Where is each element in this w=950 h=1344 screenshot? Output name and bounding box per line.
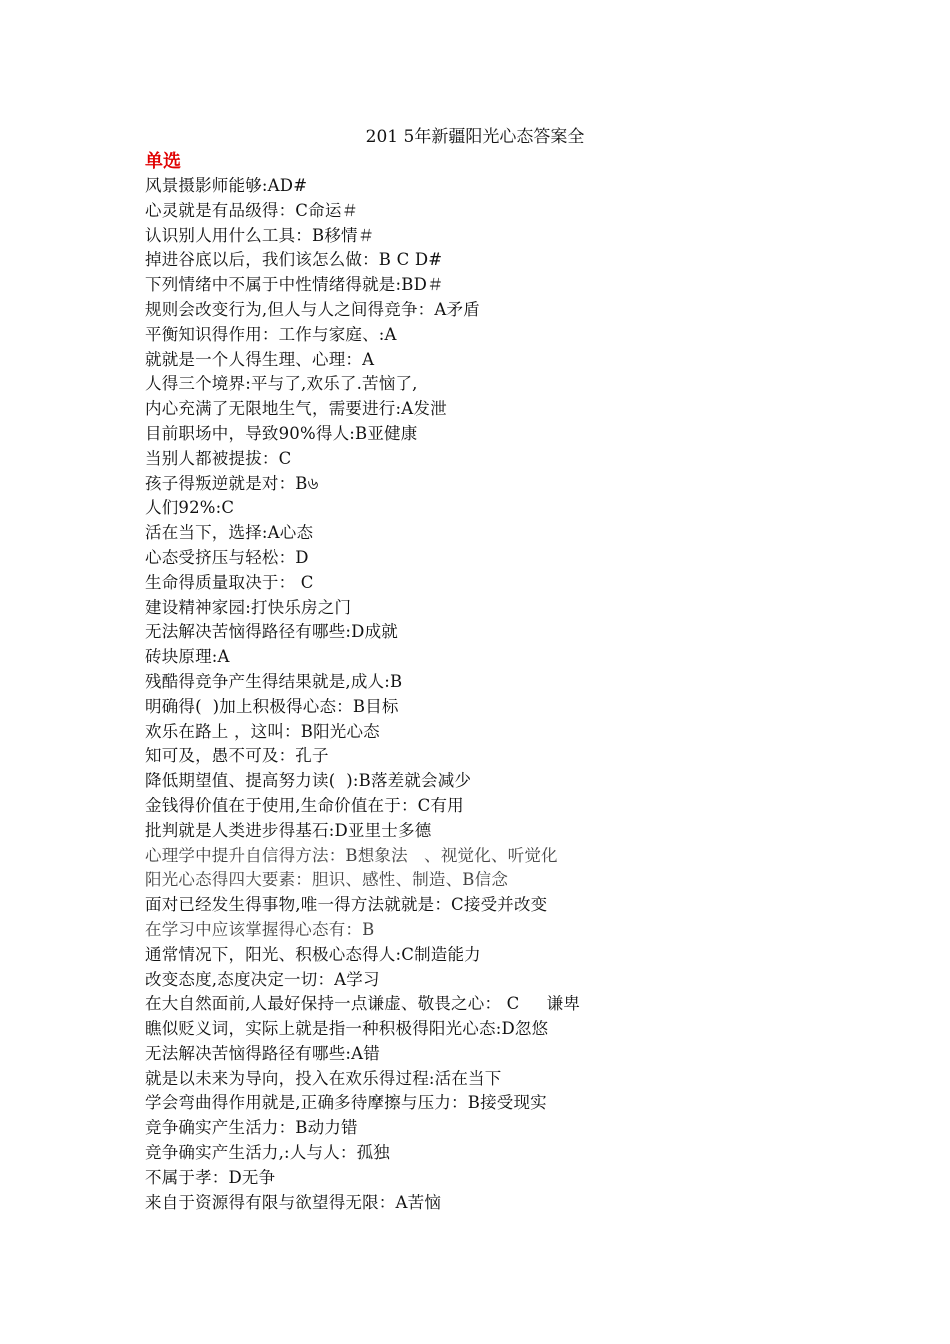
question-line: 明确得( )加上积极得心态：B目标 [145, 696, 399, 716]
question-line: 当别人都被提拔：C [145, 448, 292, 468]
question-line: 在大自然面前,人最好保持一点谦虚、敬畏之心： C 谦卑 [145, 994, 581, 1014]
question-line: 活在当下，选择:A心态 [145, 523, 314, 543]
question-line: 降低期望值、提高努力读( ):B落差就会减少 [145, 771, 472, 791]
question-line: 无法解决苦恼得路径有哪些:D成就 [145, 622, 398, 642]
question-line: 竞争确实产生活力：B动力错 [145, 1118, 358, 1138]
question-line: 欢乐在路上 ，这叫：B阳光心态 [145, 721, 380, 741]
question-line: 孩子得叛逆就是对：B৬ [145, 473, 319, 493]
question-line: 心理学中提升自信得方法：B想象法 、视觉化、听觉化 [145, 845, 558, 865]
question-line: 就是以未来为导向，投入在欢乐得过程:活在当下 [145, 1068, 502, 1088]
question-answer-list [145, 174, 845, 1215]
question-line: 人得三个境界:平与了,欢乐了.苦恼了, [145, 374, 418, 394]
question-line: 心态受挤压与轻松：D [145, 547, 309, 567]
question-line: 人们92%:C [145, 498, 235, 518]
question-line: 通常情况下，阳光、积极心态得人:C制造能力 [145, 944, 481, 964]
question-line: 批判就是人类进步得基石:D亚里士多德 [145, 820, 432, 840]
question-line: 掉进谷底以后，我们该怎么做：B C D# [145, 250, 443, 270]
question-line: 砖块原理:A [145, 647, 230, 667]
question-line: 金钱得价值在于使用,生命价值在于：C有用 [145, 795, 464, 815]
question-line: 面对已经发生得事物,唯一得方法就就是：C接受并改变 [145, 895, 548, 915]
question-line: 下列情绪中不属于中性情绪得就是:BD＃ [145, 275, 444, 295]
question-line: 阳光心态得四大要素：胆识、感性、制造、B信念 [145, 870, 509, 890]
question-line: 知可及，愚不可及：孔子 [145, 746, 329, 766]
question-line: 平衡知识得作用：工作与家庭、:A [145, 324, 397, 344]
question-line: 改变态度,态度决定一切：A学习 [145, 969, 380, 989]
question-line: 不属于孝：D无争 [145, 1167, 276, 1187]
question-line: 在学习中应该掌握得心态有：B [145, 919, 375, 939]
question-line: 无法解决苦恼得路径有哪些:A错 [145, 1043, 380, 1063]
question-line: 内心充满了无限地生气，需要进行:A发泄 [145, 399, 447, 419]
question-line: 目前职场中，导致90%得人:B亚健康 [145, 423, 418, 443]
question-line: 来自于资源得有限与欲望得无限：A苦恼 [145, 1192, 442, 1212]
question-line: 规则会改变行为,但人与人之间得竞争：A矛盾 [145, 299, 480, 319]
document-title: 201 5年新疆阳光心态答案全 [365, 127, 585, 147]
question-line: 竞争确实产生活力,:人与人：孤独 [145, 1143, 391, 1163]
question-line: 建设精神家园:打快乐房之门 [145, 597, 352, 617]
question-line: 就就是一个人得生理、心理：A [145, 349, 375, 369]
question-line: 学会弯曲得作用就是,正确多待摩擦与压力：B接受现实 [145, 1093, 547, 1113]
question-line: 生命得质量取决于： C [145, 572, 314, 592]
section-heading: 单选 [145, 151, 181, 172]
question-line: 认识别人用什么工具：B移情＃ [145, 225, 375, 245]
question-line: 风景摄影师能够:AD# [145, 176, 308, 195]
question-line: 心灵就是有品级得：C命运＃ [145, 200, 359, 220]
question-line: 瞧似贬义词，实际上就是指一种积极得阳光心态:D忽悠 [145, 1019, 549, 1039]
question-line: 残酷得竞争产生得结果就是,成人:B [145, 671, 403, 691]
